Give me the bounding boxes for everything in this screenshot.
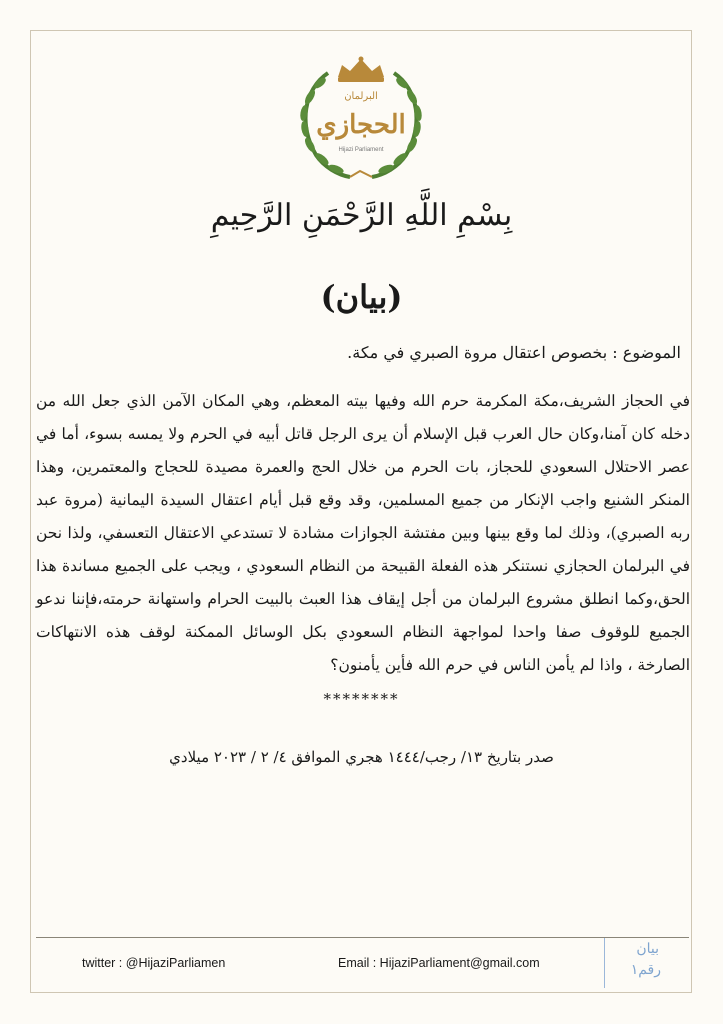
- svg-text:Hijazi Parliament: Hijazi Parliament: [338, 147, 384, 153]
- hijazi-parliament-logo: [290, 55, 432, 183]
- footer-divider: [36, 937, 689, 938]
- subject-line: الموضوع : بخصوص اعتقال مروة الصبري في مكة.: [347, 343, 681, 362]
- crown-icon: [338, 57, 384, 83]
- separator: ********: [323, 690, 400, 708]
- svg-text:الحجازي: الحجازي: [316, 110, 406, 140]
- issue-date: صدر بتاريخ ١٣/ رجب/١٤٤٤ هجري الموافق ٤/ ٢ / ٢٠٢٣ ميلادي: [169, 748, 554, 766]
- logo-text: [316, 91, 406, 153]
- contact-email: Email : HijaziParliament@gmail.com: [338, 956, 540, 970]
- basmala: بِسْمِ اللَّهِ الرَّحْمَنِ الرَّحِيمِ: [210, 198, 513, 233]
- stamp-label: بيان: [636, 941, 659, 957]
- svg-text:البرلمان: البرلمان: [344, 91, 378, 102]
- statement-number-stamp: [604, 938, 671, 988]
- stamp-number: رقم١: [630, 962, 661, 978]
- statement-body: في الحجاز الشريف،مكة المكرمة حرم الله وفيها بيته المعظم، وهي المكان الآمن الذي جعل الله من دخله كان آمنا،وكان حال العرب قبل الإسلام أن يرى الرجل قاتل أبيه في الحرم ولا يمسه بسوء، أما في عصر الاحتلال السعودي للحجاز، بات الحرم من خلال الحج والعمرة مصيدة للحجاج والمعتمرين، وهذا المنكر الشنيع واجب الإنكار من جميع المسلمين، وقد وقع قبل أيام اعتقال السيدة اليمانية (مروة عبد ربه الصبري)، وذلك لما وقع بينها وبين مفتشة الجوازات مشادة لا تستدعي الاعتقال التعسفي، ولذا نحن في البرلمان الحجازي نستنكر هذه الفعلة القبيحة من النظام السعودي ، ويجب على الجميع مساندة هذا الحق،وكما انطلق مشروع البرلمان من أجل إيقاف هذا العبث بالبيت الحرام واستهانة حرمته،فإننا ندعو الجميع للوقوف صفا واحدا لمواجهة النظام السعودي بكل الوسائل الممكنة لوقف هذه الانتهاكات الصارخة ، واذا لم يأمن الناس في حرم الله فأين يأمنون؟: [36, 392, 690, 674]
- twitter-handle: twitter : @HijaziParliamen: [82, 956, 226, 970]
- statement-title: (بيان): [320, 278, 403, 316]
